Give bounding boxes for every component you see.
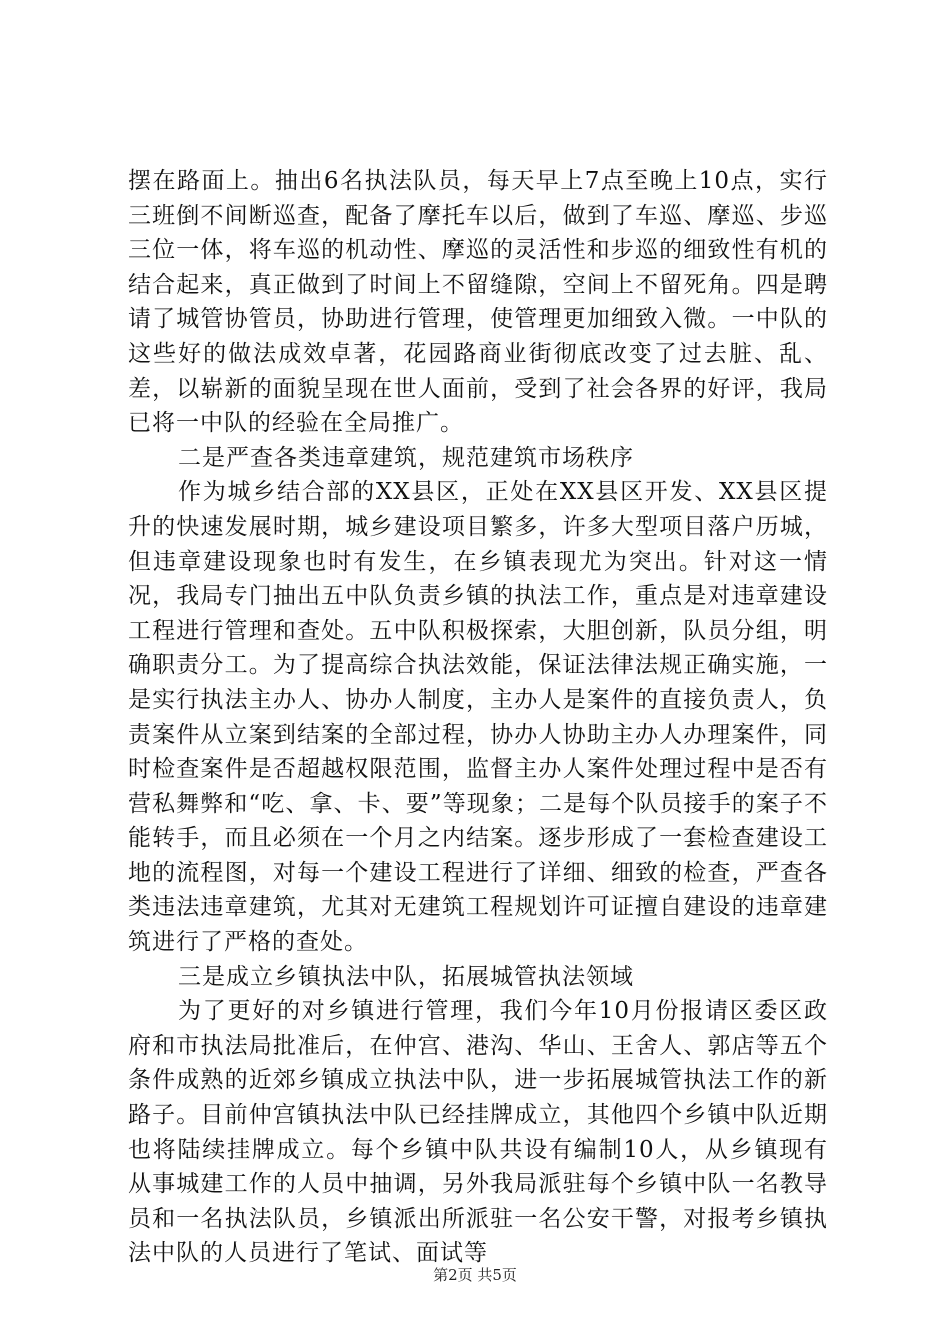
paragraph-1: 摆在路面上。抽出6名执法队员，每天早上7点至晚上10点，实行三班倒不间断巡查，配备了摩托车以后，做到了车巡、摩巡、步巡三位一体，将车巡的机动性、摩巡的灵活性和步巡的细致性有机的结合起来，真正做到了时间上不留缝隙，空间上不留死角。四是聘请了城管协管员，协助进行管理，使管理更加细致入微。一中队的这些好的做法成效卓著，花园路商业街彻底改变了过去脏、乱、差，以崭新的面貌呈现在世人面前，受到了社会各界的好评，我局已将一中队的经验在全局推广。 xyxy=(128,168,828,437)
paragraph-2: 作为城乡结合部的XX县区，正处在XX县区开发、XX县区提升的快速发展时期，城乡建设项目繁多，许多大型项目落户历城，但违章建设现象也时有发生，在乡镇表现尤为突出。针对这一情况，我局专门抽出五中队负责乡镇的执法工作，重点是对违章建设工程进行管理和查处。五中队积极探索，大胆创新，队员分组，明确职责分工。为了提高综合执法效能，保证法律法规正确实施，一是实行执法主办人、协办人制度，主办人是案件的直接负责人，负责案件从立案到结案的全部过程，协办人协助主办人办理案件，同时检查案件是否超越权限范围，监督主办人案件处理过程中是否有营私舞弊和“吃、拿、卡、要”等现象；二是每个队员接手的案子不能转手，而且必须在一个月之内结案。逐步形成了一套检查建设工地的流程图，对每一个建设工程进行了详细、细致的检查，严查各类违法违章建筑，尤其对无建筑工程规划许可证擅自建设的违章建筑进行了严格的查处。 xyxy=(128,479,828,956)
section-heading-2: 二是严查各类违章建筑，规范建筑市场秩序 xyxy=(178,444,634,471)
paragraph-3: 为了更好的对乡镇进行管理，我们今年10月份报请区委区政府和市执法局批准后，在仲宫、港沟、华山、王舍人、郭店等五个条件成熟的近郊乡镇成立执法中队，进一步拓展城管执法工作的新路子。目前仲宫镇执法中队已经挂牌成立，其他四个乡镇中队近期也将陆续挂牌成立。每个乡镇中队共设有编制10人，从乡镇现有从事城建工作的人员中抽调，另外我局派驻每个乡镇中队一名教导员和一名执法队员，乡镇派出所派驻一名公安干警，对报考乡镇执法中队的人员进行了笔试、面试等 xyxy=(128,998,828,1267)
document-body xyxy=(128,164,828,1271)
page-footer: 第2页 共5页 xyxy=(433,1266,517,1284)
section-heading-3: 三是成立乡镇执法中队，拓展城管执法领域 xyxy=(178,963,634,990)
